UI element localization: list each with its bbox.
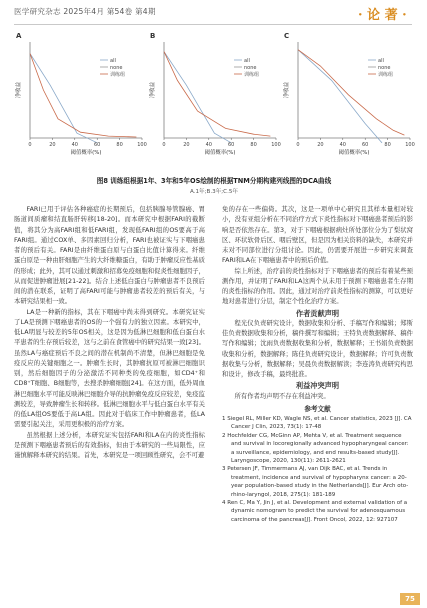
dca-plot-b [148,34,280,158]
page-number: 75 [400,593,420,605]
panel-label: B [150,32,156,40]
dca-panel-b [148,34,280,158]
body-paragraph: LA是一种新的指标，其在下咽癌中尚未得到研究。本研究证实了LA是预测下咽癌患者的OS的一个强有力的独立因素。本研究中，低LA明显与较差的5年OS相关，这是因为低淋巴细胞和低白蛋白水平患者的生存预后较差，这与之前在食管癌中的研究结果一致[23]。虽然LA与癌症预后不良之间的潜在机制尚不清楚，但淋巴细胞是免疫反应的关键细胞之一。肿瘤生长时，其肿瘤抗原可被淋巴细胞识别，然后细胞因子的分泌激活不同种类的免疫细胞，如CD4⁺和CD8⁺T细胞、B细胞等，去搜杀肿瘤细胞[24]。在这方面，低外周血淋巴细胞水平可能反映淋巴细胞介导的抗肿瘤免疫反应较差，免疫监测较差，导致肿瘤生长和转移。低淋巴细胞水平与低白蛋白水平有关的低LA组OS要低于高LA组。因此对于临床工作中肿瘤患者，低LA需要引起关注，采用更积极的治疗方案。 [14,308,205,429]
section-label: · 论 著 · [358,8,407,23]
x-tick-label: 60 [94,142,101,148]
x-tick-label: 60 [228,142,235,148]
x-tick-label: 0 [296,142,300,148]
figure-note: A.1年;B.3年;C.5年 [189,189,239,195]
dca-panel-c [282,34,414,158]
x-tick-label: 100 [137,142,147,148]
legend-entry: 训练组 [110,71,126,78]
x-tick-label: 40 [205,142,212,148]
x-axis-label: 阈值概率(%) [204,150,236,156]
all-curve [30,54,97,143]
x-tick-label: 0 [162,142,166,148]
legend-entry: all [378,57,384,64]
legend-entry: all [110,57,116,64]
journal-header-bar [0,0,427,26]
y-axis-label: 净收益 [150,81,156,99]
x-tick-label: 20 [317,142,324,148]
reference-item: 3 Petersen JF, Timmermans AJ, van Dijk BAC, et al. Trends in treatment, incidence and survival of hypopharynx cancer: a 20-year population-based study in the Netherlands[J]. Eur Arch oto-rhino-laryngol, 2018, 275(1): 181-189 [222,466,409,498]
x-tick-label: 20 [49,142,56,148]
right-column [222,205,413,524]
dca-plot-c [282,34,414,158]
x-tick-label: 40 [339,142,346,148]
legend-entry: none [110,64,123,71]
body-paragraph: 程光仪负责研究设计，数据收集和分析、手稿写作和编辑；郑斯佳负责数据收集和分析，稿件撰写和编辑；王特负责数据解释、稿件写作和编辑；沈雨负责数据收集和分析，数据解释；王书娟负责数据收集和分析，数据解释；陈佳负责研究设计，数据解释；许可负责数据收集与分析，数据解释；吴晨负责数据解读；李连涛负责研究构思和设计，修改手稿，最终批准。 [222,319,413,378]
model-curve [298,50,404,135]
x-tick-label: 0 [28,142,32,148]
legend-entry: all [244,57,250,64]
dca-plot-a [14,34,146,158]
x-axis-label: 阈值概率(%) [338,150,370,156]
panel-label: A [16,32,22,40]
body-paragraph: 所有作者均声明不存在利益冲突。 [234,392,330,400]
section-heading: 作者贡献声明 [295,308,340,318]
figure-caption: 图8 训练组根据1年、3年和5年OS绘制的根据TNM分期构建列线图的DCA曲线 [96,177,332,185]
section-heading: 利益冲突声明 [295,381,340,391]
legend-entry: 训练组 [378,71,394,78]
reference-item: 1 Siegel RL, Miller KD, Wagle NS, et al. Cancer statistics, 2023 [J]. CA Cancer J Clin, 2023, 73(1): 17-48 [222,416,412,431]
all-curve [164,52,231,143]
section-badge [356,2,420,22]
reference-item: 2 Hochfelder CG, McGinn AP, Mehta V, et al. Treatment sequence and survival in locoregionally advanced hypopharyngeal cancer: a surveillance, epidemiology, and end results-based study[J]. Laryngoscope, 2020, 130(11): 2611-2621 [222,432,409,465]
legend-entry: 训练组 [244,71,260,78]
references-heading: 参考文献 [304,404,331,413]
body-paragraph: 虽然根据上述分析，本研究证实包括FARI和LA在内的炎性指标是预测下咽癌患者预后的有效指标，但由于本研究的一些局限性，应谨慎解释本研究的结果。首先，本研究是一项回顾性研究，会不可避 [14,431,205,459]
x-tick-label: 60 [362,142,369,148]
reference-item: 4 Ren C, Ma Y, Jin J, et al. Development and external validation of a dynamic nomogram to predict the survival for adenosquamous carcinoma of the pancreas[J]. Front Oncol, 2022, 12: 927107 [222,500,408,523]
x-tick-label: 20 [183,142,190,148]
x-tick-label: 40 [71,142,78,148]
body-paragraph: FARI已用于评估各种癌症的长期预后，包括胰腺导管腺癌、胃肠道间质瘤和结直肠肝转移[18-20]。而本研究中根据FARI的截断值，将其分为高FARI组和低FARI组，发现低FARI组的OS要高于高FARI组。通过COX单、多因素回归分析，FARI也被证实与下咽癌患者的预后有关。FARI是由纤维蛋白原与白蛋白比值计算得来。纤维蛋白原是一种由肝细胞产生的大纤维糖蛋白，有助于肿瘤反应性基质的形成；此外，其可以通过刺激和招募免疫细胞和促炎性细胞因子，从而促进肿瘤进展[21-22]。结合上述低白蛋白与肿瘤患者不良预后间的潜在联系，证明了高FARI可能与肿瘤患者较差的预后有关，与本研究结果相一致。 [14,206,205,306]
legend-entry: none [378,64,391,71]
dca-panel-a [14,34,146,158]
x-axis-label: 阈值概率(%) [70,150,102,156]
left-column [14,205,205,461]
x-tick-label: 100 [405,142,415,148]
all-curve [298,50,382,143]
body-paragraph: 综上所述，治疗前的炎性指标对于下咽癌患者的预后有着某些预测作用，并证明了FARI和LA这两个从未用于预测下咽癌患者生存期的炎性指标的作用。因此，通过对治疗前炎性指标的测算，可以更好地对患者进行分层，制定个性化治疗方案。 [222,267,413,306]
x-tick-label: 80 [250,142,257,148]
y-axis-label: 净收益 [284,81,290,99]
body-paragraph: 免的存在一些偏倚。其次，这是一项单中心研究且其样本量相对较小，没有亚组分析在不同治疗方式下炎性指标对下咽癌患者预后的影响是否依然存在。第3，对于下咽癌根据病灶所处部位分为了梨状窝区、环状软骨后区、咽后壁区，但是因为相关资料的缺失，本研究并未对不同部位进行分组讨论。因此，仍需要开展进一步研究来调查FARI和LA在下咽癌患者中的预后价值。 [222,206,413,265]
x-tick-label: 80 [384,142,391,148]
dca-figure [14,34,414,194]
x-tick-label: 100 [271,142,281,148]
panel-label: C [284,32,290,40]
header-rule [14,24,412,25]
journal-header: 医学研究杂志 2025年4月 第54卷 第4期 [14,7,156,16]
x-tick-label: 80 [116,142,123,148]
y-axis-label: 净收益 [16,81,22,99]
legend-entry: none [244,64,257,71]
